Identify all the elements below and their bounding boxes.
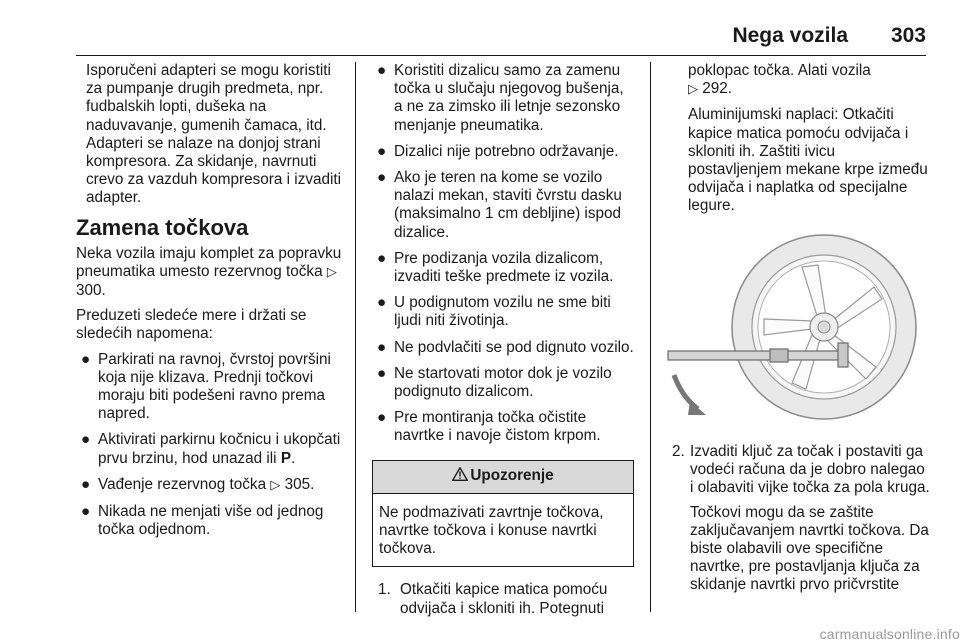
bullet-icon: ●	[377, 62, 387, 79]
bullet-icon: ●	[81, 350, 91, 368]
step-list	[672, 443, 932, 498]
bullet-icon: ●	[81, 503, 91, 521]
page-header	[0, 0, 960, 56]
arrow-triangle-icon: ▷	[688, 82, 698, 98]
bullet-icon: ●	[81, 431, 91, 449]
bullet-icon: ●	[377, 249, 387, 267]
column-right-lower	[672, 443, 932, 602]
column-middle	[372, 62, 636, 618]
list-item: ● Aktivirati parkirnu kočnicu i ukopčati prvu brzinu, hod unazad ili P.	[81, 431, 341, 467]
bullet-icon: ●	[377, 338, 387, 356]
bullet-icon: ●	[377, 364, 387, 382]
warning-triangle-icon	[452, 467, 468, 481]
gear-p: P	[280, 449, 292, 467]
step-item: 2. Izvaditi ključ za točak i postaviti ga vodeći računa da je dobro nalegao i olabaviti vijke točka za pola kruga.	[672, 443, 930, 497]
tools-reference[interactable]: 292.	[702, 80, 733, 98]
arrow-triangle-icon: ▷	[326, 264, 337, 280]
header-rule	[76, 55, 926, 56]
step-item: 1. Otkačiti kapice matica pomoću odvijača i skloniti ih. Potegnuti	[378, 581, 608, 617]
step-number: 2.	[672, 443, 685, 460]
locking-nuts-paragraph: Točkovi mogu da se zaštite zaključavanjem navrtki točkova. Da biste olabavili ove specifične navrtke, pre postavljanja ključa za skidanje navrtki prvo pričvrstite	[690, 503, 929, 594]
warning-text: Ne podmazivati zavrtnje točkova, navrtke točkova i konuse navrtki točkova.	[379, 503, 604, 558]
bullet-list	[76, 351, 348, 540]
bullet-icon: ●	[377, 409, 387, 427]
wheel-wrench-illustration	[662, 225, 930, 430]
warning-title: Upozorenje	[470, 466, 554, 484]
alloy-rim-paragraph: Aluminijumski naplaci: Otkačiti kapice matica pomoću odvijača i skloniti ih. Zaštiti ivicu postavljenjem mekane krpe između odvijača i naplatka od specijalne legure.	[688, 106, 928, 215]
list-item: ● Vađenje rezervnog točka ▷ 305.	[81, 475, 315, 493]
kit-paragraph	[76, 245, 348, 301]
list-item: ● U podignutom vozilu ne sme biti ljudi niti životinja.	[377, 294, 611, 330]
bullet-icon: ●	[377, 142, 387, 160]
kit-paragraph-text: Neka vozila imaju komplet za popravku pneumatika umesto rezervnog točka	[76, 244, 342, 280]
watermark: carmanualsonline.info	[819, 626, 960, 642]
warning-box	[372, 460, 634, 568]
list-item: ● Pre podizanja vozila dizalicom, izvaditi teške predmete iz vozila.	[377, 249, 614, 286]
step-continuation: poklopac točka. Alati vozila ▷ 292.	[688, 62, 871, 98]
page-header-title: Nega vozila	[732, 24, 848, 47]
column-divider	[650, 62, 651, 612]
warning-header	[373, 461, 633, 494]
intro-paragraph: Isporučeni adapteri se mogu koristiti za pumpanje drugih predmeta, npr. fudbalskih lopti, dušeka na naduvavanje, gumenih čamaca, itd. Adapteri se nalaze na donjoj strani kompresora. Za skidanje, navrnuti crevo za vazduh kompresora i izvaditi adapter.	[86, 62, 342, 207]
step-list	[372, 581, 636, 617]
spare-wheel-reference[interactable]: 305.	[284, 475, 315, 493]
column-left	[76, 62, 348, 547]
list-item: ● Pre montiranja točka očistite navrtke i navoje čistom krpom.	[377, 409, 601, 445]
page-number: 303	[890, 24, 926, 47]
bullet-icon: ●	[377, 169, 387, 187]
section-title: Zamena točkova	[76, 214, 249, 240]
column-right	[672, 62, 932, 223]
list-item: ● Parkirati na ravnoj, čvrstoj površini koja nije klizava. Prednji točkovi moraju biti podešeni ravno prema napred.	[81, 350, 331, 423]
bullet-icon: ●	[81, 475, 91, 493]
list-item: ● Ne podvlačiti se pod dignuto vozilo.	[377, 338, 634, 356]
bullet-icon: ●	[377, 294, 387, 312]
step-number: 1.	[378, 581, 391, 599]
bullet-list	[372, 62, 636, 446]
list-item: ● Koristiti dizalicu samo za zamenu točka u slučaju njegovog bušenja, a ne za zimsko ili letnje sezonsko menjanje pneumatika.	[377, 62, 624, 134]
arrow-triangle-icon: ▷	[270, 477, 281, 493]
list-item: ● Nikada ne menjati više od jednog točka odjednom.	[81, 503, 324, 539]
kit-reference[interactable]: 300.	[76, 282, 106, 300]
list-item: ● Dizalici nije potrebno održavanje.	[377, 142, 619, 160]
list-item: ● Ako je teren na kome se vozilo nalazi mekan, staviti čvrstu dasku (maksimalno 1 cm debljine) ispod dizalice.	[377, 169, 622, 241]
notes-paragraph: Preduzeti sledeće mere i držati se sledećih napomena:	[76, 307, 307, 343]
list-item: ● Ne startovati motor dok je vozilo podignuto dizalicom.	[377, 364, 612, 401]
column-divider	[355, 62, 356, 612]
